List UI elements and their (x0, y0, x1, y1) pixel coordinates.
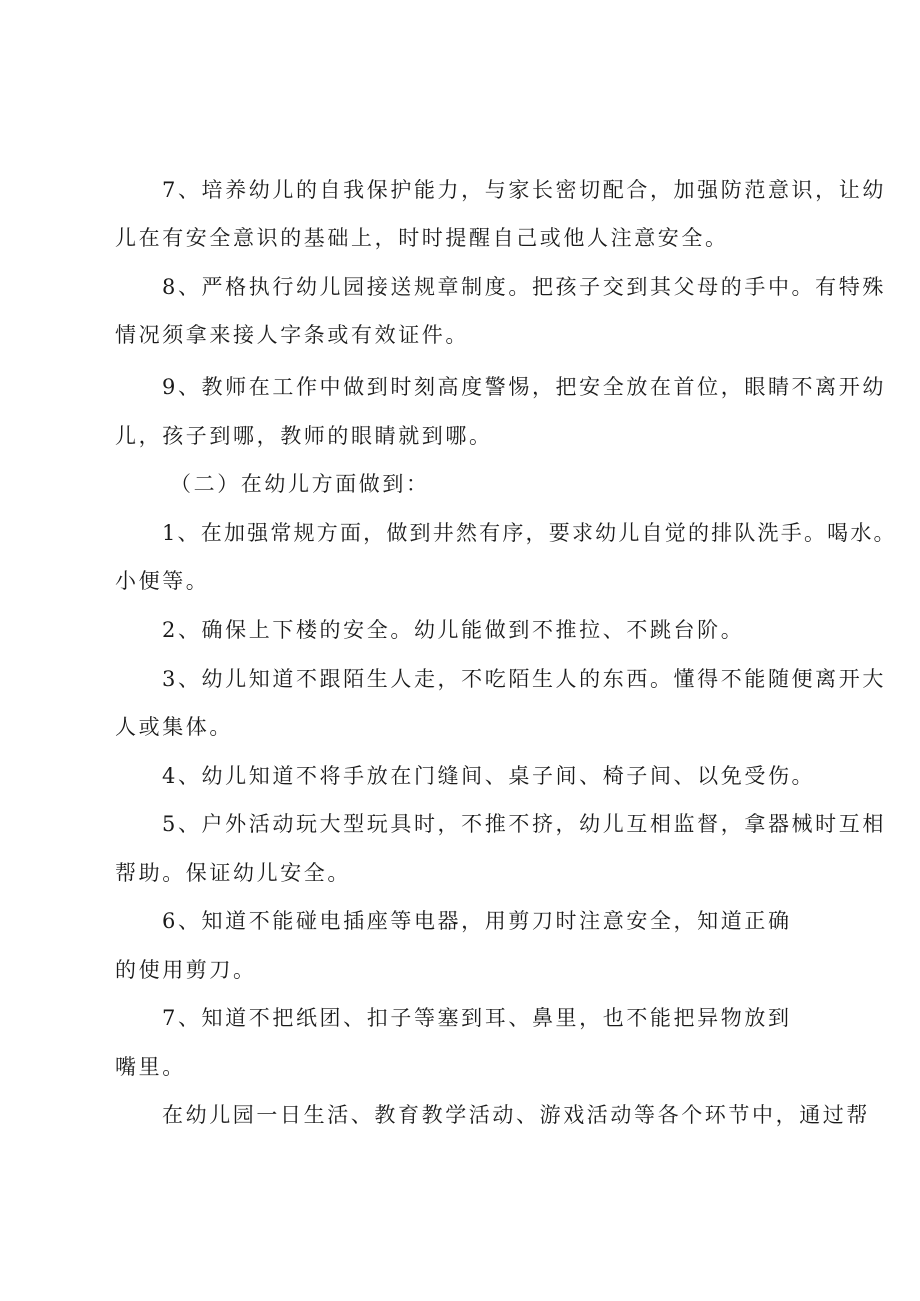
text-line: 人或集体。 (115, 715, 233, 739)
text-line: 7、知道不把纸团、扣子等塞到耳、鼻里，也不能把异物放到 (162, 1006, 792, 1030)
text-line: 3、幼儿知道不跟陌生人走，不吃陌生人的东西。懂得不能随便离开大 (162, 667, 886, 691)
text-line: 嘴里。 (115, 1055, 186, 1079)
text-line: 儿，孩子到哪，教师的眼睛就到哪。 (115, 424, 493, 448)
section-heading: （二）在幼儿方面做到： (170, 472, 430, 496)
text-line: 5、户外活动玩大型玩具时，不推不挤，幼儿互相监督，拿器械时互相 (162, 812, 886, 836)
text-line: 9、教师在工作中做到时刻高度警惕，把安全放在首位，眼睛不离开幼 (162, 375, 886, 399)
text-line: 1、在加强常规方面，做到井然有序，要求幼儿自觉的排队洗手。喝水。 (162, 521, 897, 545)
text-line: 儿在有安全意识的基础上，时时提醒自己或他人注意安全。 (115, 226, 729, 250)
text-line: 帮助。保证幼儿安全。 (115, 861, 351, 885)
text-line: 4、幼儿知道不将手放在门缝间、桌子间、椅子间、以免受伤。 (162, 764, 816, 788)
text-line: 的使用剪刀。 (115, 958, 257, 982)
text-line: 在幼儿园一日生活、教育教学活动、游戏活动等各个环节中，通过帮 (162, 1103, 870, 1127)
text-line: 2、确保上下楼的安全。幼儿能做到不推拉、不跳台阶。 (162, 618, 745, 642)
text-line: 情况须拿来接人字条或有效证件。 (115, 323, 469, 347)
text-line: 7、培养幼儿的自我保护能力，与家长密切配合，加强防范意识，让幼 (162, 178, 886, 202)
text-line: 8、严格执行幼儿园接送规章制度。把孩子交到其父母的手中。有特殊 (162, 275, 886, 299)
text-line: 小便等。 (115, 569, 210, 593)
text-line: 6、知道不能碰电插座等电器，用剪刀时注意安全，知道正确 (162, 909, 792, 933)
